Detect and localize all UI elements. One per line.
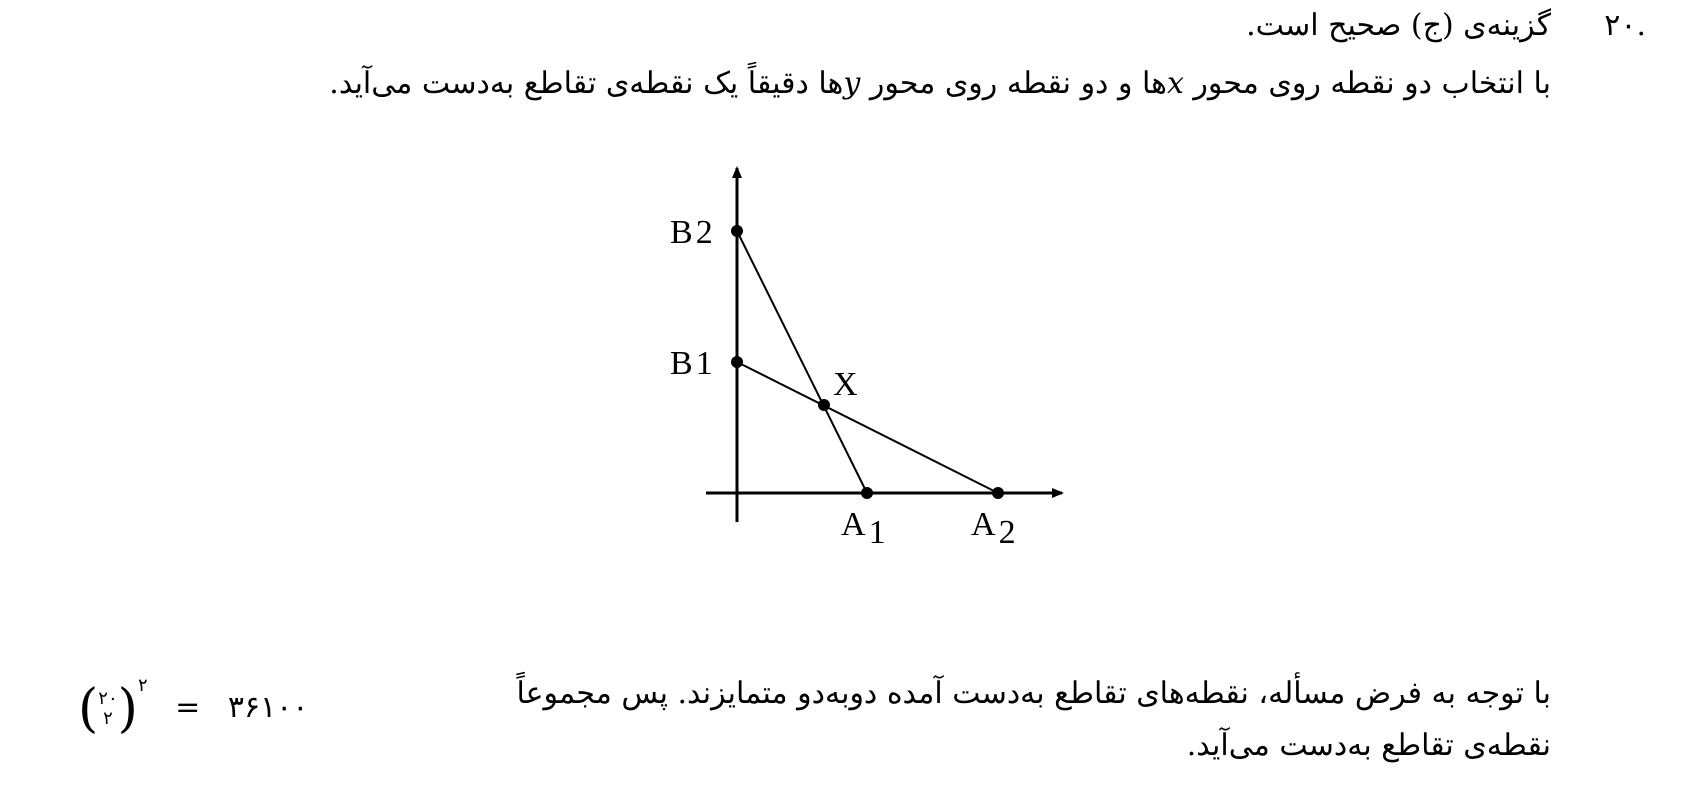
point-b2 [731,225,743,237]
x-variable: x [1166,66,1184,101]
explanation-text-2: ها و دو نقطه روی محور [860,66,1167,101]
binomial-top: ۲۰ [98,688,118,709]
explanation-text-3: ها دقیقاً یک نقطه‌ی تقاطع به‌دست می‌آید. [329,66,844,101]
binomial-coefficient [98,689,117,729]
question-number: ۲۰. [1604,8,1646,43]
binomial-bottom: ۲ [103,708,113,729]
conclusion-line-2: نقطه‌ی تقاطع به‌دست می‌آید. [1186,728,1551,763]
point-a1 [861,487,873,499]
equals-sign: = [175,690,201,725]
binomial-open-paren: ( [78,679,99,739]
conclusion-line-1: با توجه به فرض مسأله، نقطه‌های تقاطع به‌دست آمده دوبه‌دو متمایزند. پس مجموعاً [516,676,1551,711]
count-formula [78,666,309,739]
label-a2: A2 [971,506,1016,551]
binomial-exponent: ۲ [137,675,148,696]
point-b1 [731,356,743,368]
label-x: X [833,366,858,403]
point-x [818,399,830,411]
explanation-text-1: با انتخاب دو نقطه روی محور [1183,66,1551,101]
result-value: ۳۶۱۰۰ [227,690,309,725]
y-variable: y [843,66,861,101]
answer-line: گزینه‌ی (ج) صحیح است. [1246,8,1551,43]
label-b2: B2 [670,214,713,251]
binomial-close-paren: ) [117,679,138,739]
segment-b1-a2 [737,362,998,493]
point-a2 [992,487,1004,499]
label-b1: B1 [670,345,713,382]
segment-b2-a1 [737,231,867,493]
label-a1: A1 [841,506,886,551]
